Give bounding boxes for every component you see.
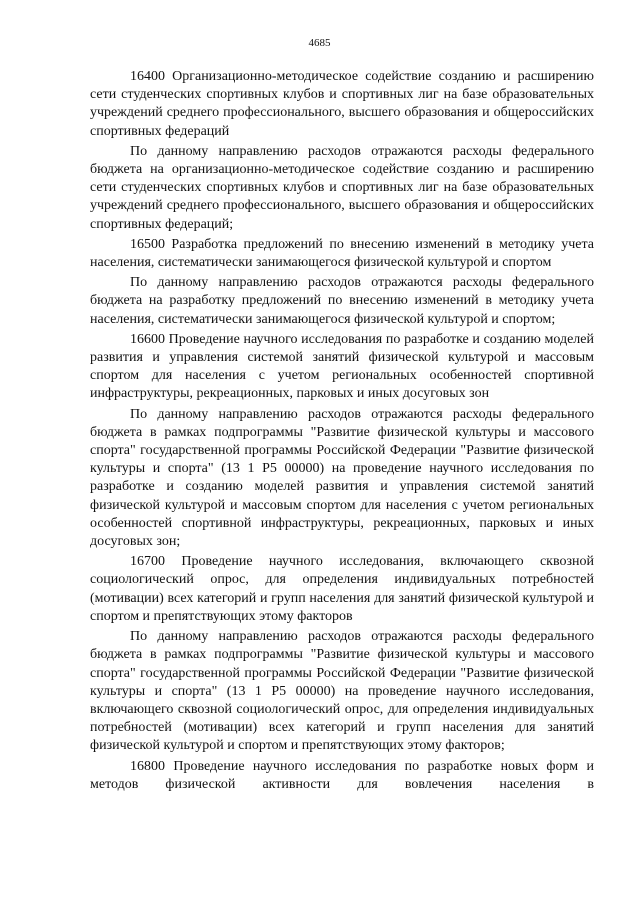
paragraph-16700-description: По данному направлению расходов отражаются расходы федерального бюджета в рамках подпрограммы "Развитие физической культуры и массового спорта" государственной программы Российской Федерации "Развитие физической культуры и спорта" (13 1 P5 00000) на проведение научного исследования, включающего сквозной социологический опрос, для определения индивидуальных потребностей (мотивации) всех категорий и групп населения для занятий физической культурой и спортом и препятствующих этому факторов; — [90, 629, 594, 754]
paragraph-16600-heading: 16600 Проведение научного исследования по разработке и созданию моделей развития и управления системой занятий физической культурой и массовым спортом для населения с учетом региональных особенностей спортивной инфраструктуры, рекреационных, парковых и иных досуговых зон — [90, 331, 594, 402]
paragraph-16400-description: По данному направлению расходов отражаются расходы федерального бюджета на организационно-методическое содействие созданию и расширению сети студенческих спортивных клубов и спортивных лиг на базе образовательных учреждений среднего профессионального, высшего образования и общероссийских спортивных федераций; — [90, 143, 594, 232]
page-number: 4685 — [308, 37, 331, 49]
paragraph-16500-heading: 16500 Разработка предложений по внесению изменений в методику учета населения, систематически занимающегося физической культурой и спортом — [90, 236, 594, 271]
paragraph-16700-heading: 16700 Проведение научного исследования, включающего сквозной социологический опрос, для определения индивидуальных потребностей (мотивации) всех категорий и групп населения для занятий физической культурой и спортом и препятствующих этому факторов — [90, 554, 594, 624]
paragraph-16600-description: По данному направлению расходов отражаются расходы федерального бюджета в рамках подпрограммы "Развитие физической культуры и массового спорта" государственной программы Российской Федерации "Развитие физической культуры и спорта" (13 1 P5 00000) на проведение научного исследования по разработке и созданию моделей развития и управления системой занятий физической культурой и массовым спортом для населения с учетом региональных особенностей спортивной инфраструктуры, рекреационных, парковых и иных досуговых зон; — [90, 406, 594, 550]
paragraph-16400-heading: 16400 Организационно-методическое содействие созданию и расширению сети студенческих спортивных клубов и спортивных лиг на базе образовательных учреждений среднего профессионального, высшего образования и общероссийских спортивных федераций — [90, 69, 594, 139]
document-body — [90, 68, 594, 796]
paragraph-16800-heading: 16800 Проведение научного исследования по разработке новых форм и методов физической активности для вовлечения населения в — [90, 758, 594, 792]
paragraph-16500-description: По данному направлению расходов отражаются расходы федерального бюджета на разработку предложений по внесению изменений в методику учета населения, систематически занимающегося физической культурой и спортом; — [90, 275, 594, 327]
